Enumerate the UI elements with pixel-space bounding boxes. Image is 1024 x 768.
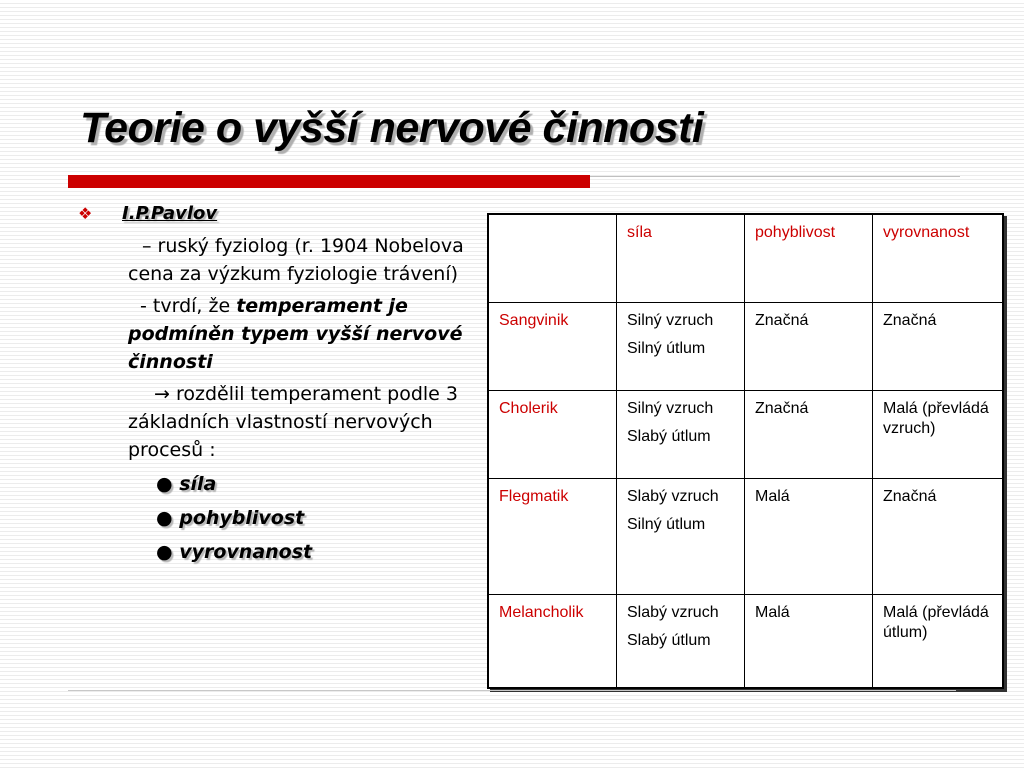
paragraph-temperament-prefix: - tvrdí, že — [140, 295, 237, 317]
table-row — [488, 594, 1003, 688]
temperament-type-cell — [488, 594, 617, 688]
pohyblivost-cell — [745, 302, 873, 390]
temperament-type-cell — [488, 302, 617, 390]
property-item — [156, 470, 477, 498]
pohyblivost-value: Značná — [755, 311, 809, 329]
sila-cell — [617, 478, 745, 594]
bullet-dot-icon: ● — [156, 507, 173, 529]
sila-cell — [617, 302, 745, 390]
header-cell — [873, 214, 1004, 302]
vyrovnanost-cell — [873, 302, 1004, 390]
header-label: vyrovnanost — [883, 224, 970, 241]
sila-cell — [617, 594, 745, 688]
pohyblivost-value: Malá — [755, 603, 790, 621]
temperament-type: Sangvinik — [499, 311, 569, 329]
property-item — [156, 538, 477, 566]
vyrovnanost-value: Značná — [883, 311, 937, 329]
vyrovnanost-cell — [873, 594, 1004, 688]
pohyblivost-value: Značná — [755, 399, 809, 417]
property-label: vyrovnanost — [179, 541, 313, 563]
title-underline-red — [68, 175, 590, 188]
header-cell — [488, 214, 617, 302]
table-row — [488, 478, 1003, 594]
property-label: síla — [179, 473, 217, 495]
sila-value: Silný útlum — [627, 339, 706, 357]
sila-cell — [617, 390, 745, 478]
sila-value: Slabý vzruch — [627, 603, 719, 621]
property-label: pohyblivost — [179, 507, 305, 529]
bullet-item — [72, 200, 477, 228]
header-cell — [617, 214, 745, 302]
header-label: síla — [627, 224, 652, 241]
paragraph-rozdelil: → rozdělil temperament podle 3 základních vlastností nervových procesů : — [128, 383, 458, 461]
bullet-content — [72, 200, 477, 566]
footer-line — [68, 690, 956, 691]
sila-value: Slabý útlum — [627, 427, 711, 445]
property-item — [156, 504, 477, 532]
temperament-type: Flegmatik — [499, 487, 569, 505]
bullet-dot-icon: ● — [156, 473, 173, 495]
temperament-type: Melancholik — [499, 603, 584, 621]
pohyblivost-cell — [745, 390, 873, 478]
slide-title: Teorie o vyšší nervové činnosti — [80, 104, 704, 152]
sila-value: Slabý útlum — [627, 631, 711, 649]
table-row — [488, 302, 1003, 390]
temperament-type-cell — [488, 478, 617, 594]
sila-value: Silný vzruch — [627, 399, 714, 417]
sila-value: Slabý vzruch — [627, 487, 719, 505]
table-row — [488, 390, 1003, 478]
temperament-type: Cholerik — [499, 399, 558, 417]
pohyblivost-cell — [745, 478, 873, 594]
vyrovnanost-cell — [873, 390, 1004, 478]
table-header-row — [488, 214, 1003, 302]
pohyblivost-value: Malá — [755, 487, 790, 505]
temperament-table — [487, 213, 1004, 689]
paragraph-temperament — [128, 292, 477, 376]
vyrovnanost-value: Značná — [883, 487, 937, 505]
pohyblivost-cell — [745, 594, 873, 688]
header-label: pohyblivost — [755, 224, 836, 241]
person-name: I.P.Pavlov — [122, 203, 218, 224]
title-underline-thin — [590, 176, 960, 177]
bullet-dot-icon: ● — [156, 541, 173, 563]
header-cell — [745, 214, 873, 302]
sila-value: Silný vzruch — [627, 311, 714, 329]
diamond-bullet-icon: ❖ — [78, 204, 93, 223]
property-list — [72, 470, 477, 566]
sila-value: Silný útlum — [627, 515, 706, 533]
vyrovnanost-cell — [873, 478, 1004, 594]
paragraph-fyziolog: – ruský fyziolog (r. 1904 Nobelova cena za výzkum fyziologie trávení) — [128, 235, 464, 285]
vyrovnanost-value: Malá (převládá útlum) — [883, 603, 989, 641]
paragraph-temperament-bold: temperament je podmíněn typem vyšší nervové činnosti — [128, 295, 463, 373]
temperament-type-cell — [488, 390, 617, 478]
vyrovnanost-value: Malá (převládá vzruch) — [883, 399, 989, 437]
